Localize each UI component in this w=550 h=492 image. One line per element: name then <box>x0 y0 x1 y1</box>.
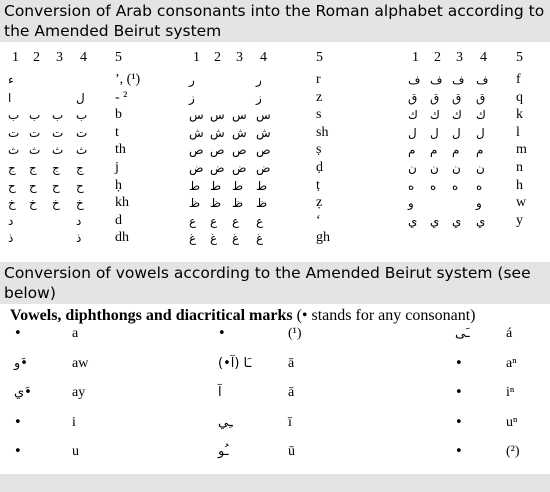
col-header-3-1: 1 <box>412 50 419 65</box>
arabic-form-group2-r3-c3: س <box>232 108 247 123</box>
roman-letter-group2-r2: z <box>316 89 323 105</box>
vowels-title-note: (• stands for any consonant) <box>296 307 476 324</box>
arabic-form-group2-r4-c3: ش <box>232 125 247 140</box>
arabic-form-group1-r6-c2: ج <box>29 161 37 175</box>
arabic-form-group1-r3-c4: ب <box>76 108 88 123</box>
consonants-heading-text: Conversion of Arab consonants into the Roman alphabet according to the Amended Beirut system <box>4 2 545 40</box>
roman-letter-group2-r9: ‘ <box>316 212 321 228</box>
arabic-form-group2-r4-c2: ش <box>210 125 225 140</box>
vowel-roman-col2-r5: ū <box>288 444 295 459</box>
arabic-form-group2-r8-c4: ظ <box>256 196 268 211</box>
arabic-form-group2-r3-c4: س <box>256 108 271 123</box>
arabic-form-group3-r1-c2: ف <box>430 73 443 87</box>
vowel-roman-col3-r1: á <box>506 326 513 341</box>
vowel-mark-col3-r2: • <box>455 355 463 371</box>
consonants-heading <box>0 0 550 42</box>
arabic-form-group3-r8-c1: و <box>408 196 414 211</box>
col-header-1-4: 4 <box>80 50 87 65</box>
arabic-form-group3-r7-c1: ه <box>408 178 415 193</box>
arabic-form-group1-r8-c2: خ <box>29 196 37 211</box>
arabic-form-group1-r2-c4: ل <box>76 90 85 105</box>
vowel-roman-col3-r3: iⁿ <box>506 385 515 400</box>
arabic-form-group2-r9-c1: ع <box>189 213 197 228</box>
arabic-form-group1-r6-c4: ج <box>76 161 84 175</box>
consonants-table <box>0 42 550 262</box>
vowel-mark-col2-r1: • <box>218 326 226 341</box>
col-header-3-5: 5 <box>516 50 523 65</box>
vowel-roman-col3-r4: uⁿ <box>506 414 518 430</box>
arabic-form-group2-r2-c1: ز <box>189 90 195 105</box>
arabic-form-group3-r1-c4: ف <box>476 73 489 87</box>
vowel-roman-col2-r3: ā <box>288 385 295 400</box>
bottom-strip <box>0 474 550 492</box>
arabic-form-group1-r7-c4: ح <box>76 178 84 193</box>
arabic-form-group2-r9-c2: ع <box>210 213 218 228</box>
vowels-heading-text: Conversion of vowels according to the Amended Beirut system (see below) <box>4 264 531 302</box>
col-header-1-2: 2 <box>33 50 40 65</box>
arabic-form-group1-r4-c4: ت <box>76 125 88 140</box>
arabic-form-group3-r9-c1: ي <box>408 213 418 228</box>
roman-letter-group2-r5: ṣ <box>316 142 322 158</box>
vowel-mark-col1-r5: • <box>14 444 22 459</box>
roman-letter-group3-r4: l <box>516 124 520 140</box>
arabic-form-group3-r3-c4: ك <box>476 108 486 123</box>
roman-letter-group3-r8: w <box>516 195 527 211</box>
vowel-mark-col2-r4: ـِي <box>218 414 233 430</box>
vowel-mark-col1-r1: • <box>14 326 22 341</box>
vowels-table <box>0 304 550 474</box>
col-header-3-4: 4 <box>480 50 487 65</box>
arabic-form-group2-r10-c3: غ <box>232 231 240 246</box>
arabic-form-group3-r5-c1: م <box>408 143 416 158</box>
arabic-form-group1-r3-c2: ب <box>29 108 41 123</box>
arabic-form-group2-r7-c3: ط <box>232 178 244 193</box>
arabic-form-group3-r9-c2: ي <box>430 213 440 228</box>
arabic-form-group2-r6-c4: ض <box>256 161 271 175</box>
arabic-form-group1-r5-c4: ث <box>76 143 88 158</box>
arabic-form-group3-r4-c4: ل <box>476 125 485 140</box>
arabic-form-group2-r2-c4: ز <box>256 90 262 105</box>
col-header-2-4: 4 <box>260 50 267 65</box>
roman-letter-group2-r6: ḍ <box>316 160 323 175</box>
arabic-form-group3-r7-c4: ه <box>476 178 483 193</box>
arabic-form-group2-r10-c4: غ <box>256 231 264 246</box>
arabic-form-group2-r6-c2: ض <box>210 161 225 175</box>
roman-letter-group2-r3: s <box>316 107 322 123</box>
col-header-3-3: 3 <box>456 50 463 65</box>
col-header-2-2: 2 <box>214 50 221 65</box>
roman-letter-group1-r8: kh <box>115 195 129 211</box>
arabic-form-group2-r6-c3: ض <box>232 161 247 175</box>
arabic-form-group2-r7-c2: ط <box>210 178 222 193</box>
arabic-form-group3-r6-c2: ن <box>430 161 439 175</box>
roman-letter-group2-r4: sh <box>316 124 329 140</box>
roman-letter-group3-r3: k <box>516 107 523 123</box>
arabic-form-group2-r5-c3: ص <box>232 143 247 158</box>
arabic-form-group2-r10-c2: غ <box>210 231 218 246</box>
arabic-form-group1-r2-c1: ا <box>8 90 12 105</box>
arabic-form-group3-r5-c3: م <box>452 143 460 158</box>
roman-letter-group2-r7: ṭ <box>316 177 320 193</box>
vowel-mark-col2-r2: ـَا (آ•) <box>218 355 252 371</box>
roman-letter-group3-r6: n <box>516 160 523 175</box>
arabic-form-group1-r8-c1: خ <box>8 196 16 211</box>
arabic-form-group1-r8-c3: خ <box>52 196 60 211</box>
arabic-form-group3-r4-c3: ل <box>452 125 461 140</box>
arabic-form-group2-r7-c1: ط <box>189 178 201 193</box>
vowel-roman-col1-r3: ay <box>72 385 86 400</box>
roman-letter-group1-r3: b <box>115 107 122 123</box>
vowel-roman-col2-r4: ī <box>288 414 292 430</box>
roman-letter-group1-r1: ’, (¹) <box>115 72 141 87</box>
arabic-form-group2-r5-c2: ص <box>210 143 225 158</box>
roman-letter-group3-r7: h <box>516 177 523 193</box>
roman-letter-group1-r2: - ² <box>115 89 128 105</box>
roman-letter-group1-r9: d <box>115 212 122 228</box>
arabic-form-group3-r5-c2: م <box>430 143 438 158</box>
arabic-form-group3-r3-c1: ك <box>408 108 418 123</box>
vowel-roman-col1-r1: a <box>72 326 79 341</box>
vowel-mark-col2-r3: آ <box>218 385 222 400</box>
vowel-mark-col3-r3: • <box>455 385 463 400</box>
col-header-3-2: 2 <box>434 50 441 65</box>
arabic-form-group2-r5-c4: ص <box>256 143 271 158</box>
col-header-2-1: 1 <box>193 50 200 65</box>
roman-letter-group3-r5: m <box>516 142 527 158</box>
arabic-form-group3-r7-c3: ه <box>452 178 459 193</box>
vowel-roman-col1-r5: u <box>72 444 79 459</box>
arabic-form-group3-r6-c3: ن <box>452 161 461 175</box>
roman-letter-group2-r8: ẓ <box>316 195 323 211</box>
arabic-form-group1-r5-c1: ث <box>8 143 20 158</box>
vowels-table-title <box>10 307 475 325</box>
arabic-form-group1-r9-c1: د <box>8 213 14 228</box>
arabic-form-group1-r4-c1: ت <box>8 125 20 140</box>
arabic-form-group2-r4-c1: ش <box>189 125 204 140</box>
vowel-mark-col1-r2: •َو <box>14 355 28 371</box>
arabic-form-group3-r2-c3: ق <box>452 90 462 105</box>
vowel-mark-col1-r3: •َي <box>14 385 32 400</box>
roman-letter-group2-r1: r <box>316 72 321 87</box>
arabic-form-group3-r4-c2: ل <box>430 125 439 140</box>
arabic-form-group2-r9-c3: ع <box>232 213 240 228</box>
col-header-2-5: 5 <box>316 50 323 65</box>
col-header-1-5: 5 <box>115 50 122 65</box>
arabic-form-group1-r6-c3: ج <box>52 161 60 175</box>
arabic-form-group3-r2-c1: ق <box>408 90 418 105</box>
roman-letter-group1-r5: th <box>115 142 126 158</box>
arabic-form-group3-r6-c4: ن <box>476 161 485 175</box>
arabic-form-group3-r9-c4: ي <box>476 213 486 228</box>
arabic-form-group3-r8-c4: و <box>476 196 482 211</box>
arabic-form-group1-r8-c4: خ <box>76 196 84 211</box>
arabic-form-group2-r8-c3: ظ <box>232 196 244 211</box>
arabic-form-group2-r10-c1: غ <box>189 231 197 246</box>
arabic-form-group2-r7-c4: ط <box>256 178 268 193</box>
arabic-form-group2-r8-c1: ظ <box>189 196 201 211</box>
col-header-2-3: 3 <box>236 50 243 65</box>
arabic-form-group3-r1-c1: ف <box>408 73 421 87</box>
arabic-form-group2-r5-c1: ص <box>189 143 204 158</box>
arabic-form-group2-r1-c1: ر <box>189 73 195 87</box>
arabic-form-group1-r1-c1: ء <box>8 73 14 87</box>
arabic-form-group3-r5-c4: م <box>476 143 484 158</box>
arabic-form-group3-r3-c3: ك <box>452 108 462 123</box>
vowel-roman-col3-r5: (²) <box>506 444 520 459</box>
arabic-form-group1-r9-c4: د <box>76 213 82 228</box>
arabic-form-group1-r7-c2: ح <box>29 178 37 193</box>
roman-letter-group3-r9: y <box>516 212 523 228</box>
vowel-roman-col1-r2: aw <box>72 355 89 371</box>
arabic-form-group1-r10-c1: ذ <box>8 231 14 246</box>
arabic-form-group3-r2-c2: ق <box>430 90 440 105</box>
roman-letter-group1-r7: ḥ <box>115 177 122 193</box>
arabic-form-group3-r4-c1: ل <box>408 125 417 140</box>
arabic-form-group2-r3-c1: س <box>189 108 204 123</box>
arabic-form-group1-r5-c3: ث <box>52 143 64 158</box>
arabic-form-group3-r7-c2: ه <box>430 178 437 193</box>
vowels-heading <box>0 262 550 304</box>
arabic-form-group3-r9-c3: ي <box>452 213 462 228</box>
arabic-form-group1-r3-c1: ب <box>8 108 20 123</box>
arabic-form-group1-r3-c3: ب <box>52 108 64 123</box>
arabic-form-group3-r6-c1: ن <box>408 161 417 175</box>
roman-letter-group3-r2: q <box>516 89 523 105</box>
vowel-mark-col1-r4: • <box>14 414 22 430</box>
vowel-roman-col1-r4: i <box>72 414 76 430</box>
vowel-mark-col3-r5: • <box>455 444 463 459</box>
vowels-title-bold: Vowels, diphthongs and diacritical marks <box>10 307 293 324</box>
vowel-mark-col2-r5: ـُو <box>218 444 229 459</box>
arabic-form-group3-r1-c3: ف <box>452 73 465 87</box>
roman-letter-group1-r6: j <box>115 160 119 175</box>
arabic-form-group2-r1-c4: ر <box>256 73 262 87</box>
arabic-form-group2-r8-c2: ظ <box>210 196 222 211</box>
arabic-form-group1-r10-c4: ذ <box>76 231 82 246</box>
arabic-form-group1-r6-c1: ج <box>8 161 16 175</box>
arabic-form-group1-r5-c2: ث <box>29 143 41 158</box>
roman-letter-group3-r1: f <box>516 72 521 87</box>
arabic-form-group2-r4-c4: ش <box>256 125 271 140</box>
vowel-mark-col3-r1: ـَى <box>455 326 470 341</box>
arabic-form-group1-r7-c1: ح <box>8 178 16 193</box>
roman-letter-group1-r10: dh <box>115 230 129 246</box>
arabic-form-group1-r7-c3: ح <box>52 178 60 193</box>
arabic-form-group2-r6-c1: ض <box>189 161 204 175</box>
col-header-1-3: 3 <box>56 50 63 65</box>
vowel-mark-col3-r4: • <box>455 414 463 430</box>
arabic-form-group2-r9-c4: ع <box>256 213 264 228</box>
arabic-form-group1-r4-c2: ت <box>29 125 41 140</box>
vowel-roman-col2-r1: (¹) <box>288 326 302 341</box>
vowel-roman-col3-r2: aⁿ <box>506 355 517 371</box>
roman-letter-group1-r4: t <box>115 124 119 140</box>
roman-letter-group2-r10: gh <box>316 230 330 246</box>
col-header-1-1: 1 <box>12 50 19 65</box>
arabic-form-group2-r3-c2: س <box>210 108 225 123</box>
vowel-roman-col2-r2: ā <box>288 355 295 371</box>
arabic-form-group3-r2-c4: ق <box>476 90 486 105</box>
arabic-form-group3-r3-c2: ك <box>430 108 440 123</box>
arabic-form-group1-r4-c3: ت <box>52 125 64 140</box>
